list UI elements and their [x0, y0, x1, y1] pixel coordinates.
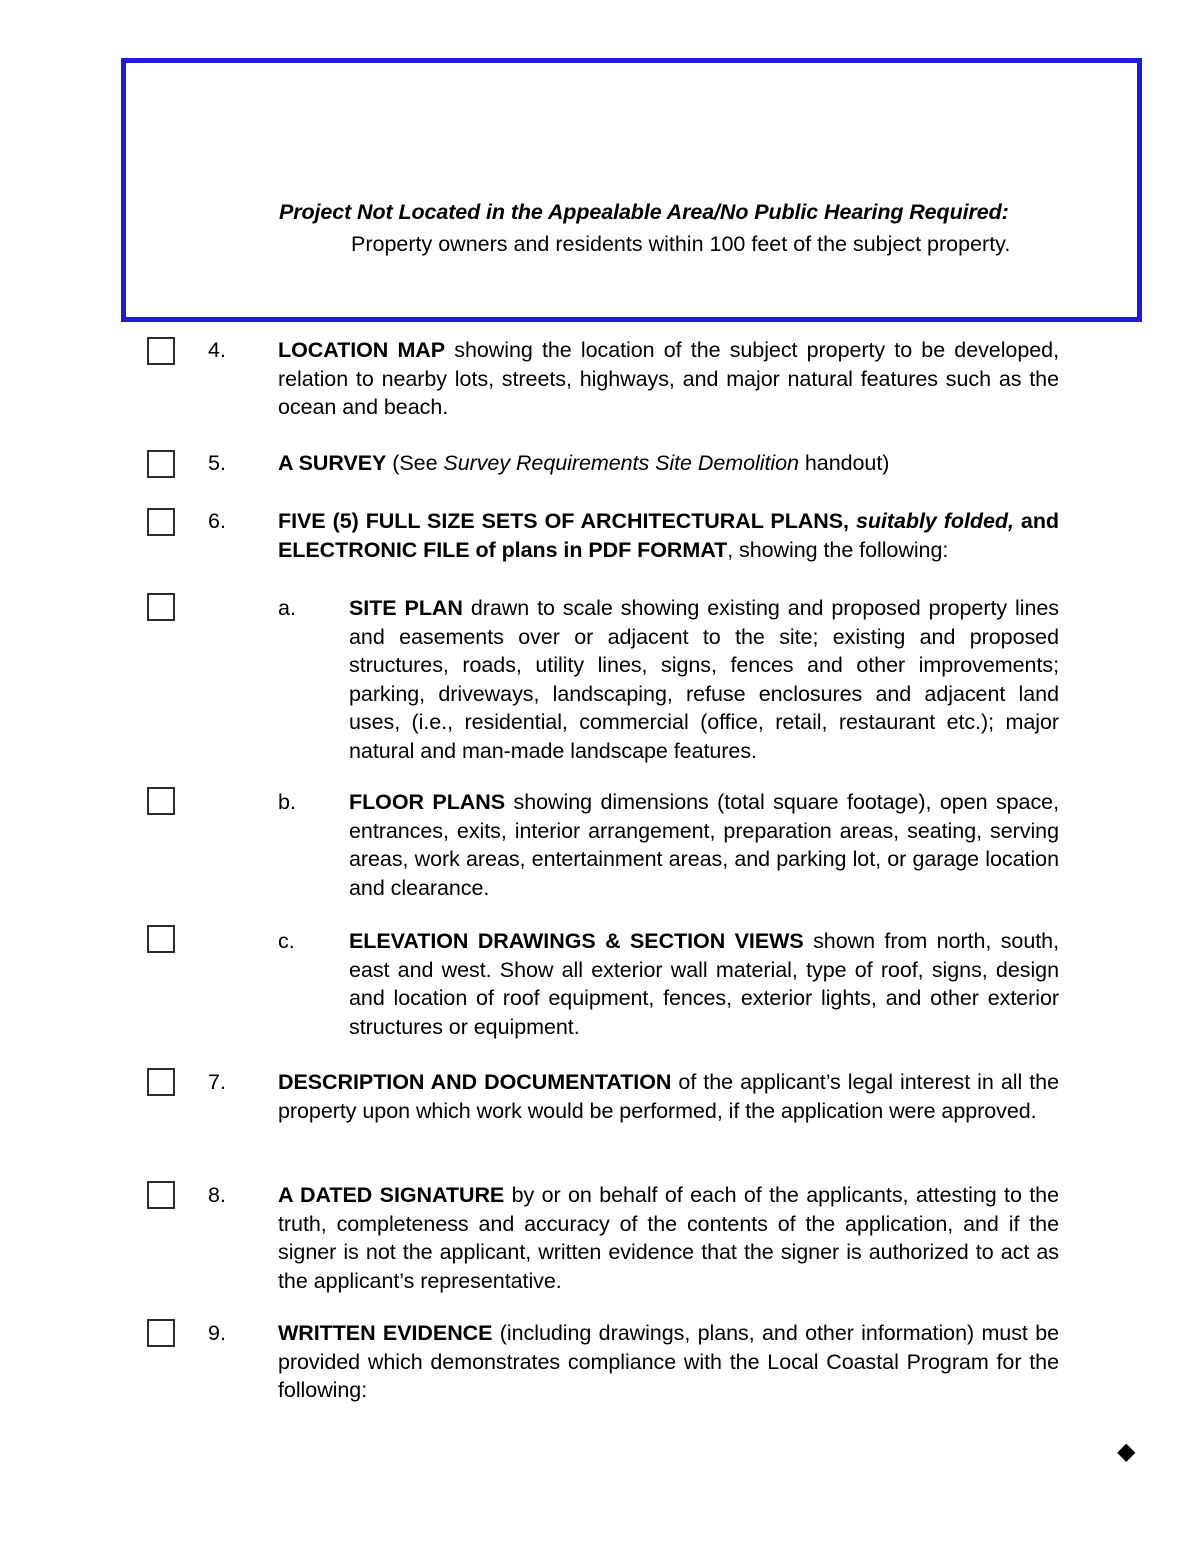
text-item-6a [349, 594, 1059, 765]
checkbox-item-4[interactable] [147, 337, 175, 365]
callout-body-text: Property owners and residents within 100 feet of the subject property. [351, 232, 1011, 256]
body-item-9: (including drawings, plans, and other information) must be provided which demonstrates compliance with the Local Coastal Program for the following: [278, 1321, 1060, 1402]
checkbox-item-8[interactable] [147, 1181, 175, 1209]
checkbox-item-5[interactable] [147, 450, 175, 478]
body-item-6b: showing dimensions (total square footage), open space, entrances, exits, interior arrangement, preparation areas, seating, serving areas, work areas, entertainment areas, and parking lot, or garage location and clearance. [349, 790, 1059, 900]
title-item-6b: FLOOR PLANS [349, 790, 506, 814]
checkbox-item-6a[interactable] [147, 593, 175, 621]
title-item-6-italic: suitably folded, [855, 509, 1014, 533]
marker-item-4: 4. [208, 338, 226, 362]
body-item-5-italic: Survey Requirements Site Demolition [443, 451, 799, 475]
callout-heading: Project Not Located in the Appealable Area/No Public Hearing Required: [279, 200, 1009, 224]
body-item-7: of the applicant’s legal interest in all the property upon which work would be performed, if the application were approved. [278, 1070, 1059, 1123]
body-item-8: by or on behalf of each of the applicants, attesting to the truth, completeness and accuracy of the contents of the application, and if the signer is not the applicant, written evidence that the signer is authorized to act as the applicant’s representative. [278, 1183, 1059, 1293]
text-item-6b [349, 788, 1059, 902]
body-item-6a: drawn to scale showing existing and proposed property lines and easements over or adjacent to the site; existing and proposed structures, roads, utility lines, signs, fences and other improvements; parking, driveways, landscaping, refuse enclosures and adjacent land uses, (i.e., residential, commercial (office, retail, restaurant etc.); major natural and man-made landscape features. [349, 596, 1059, 763]
marker-item-6c: c. [278, 929, 295, 953]
body-item-4: showing the location of the subject property to be developed, relation to nearby lots, streets, highways, and major natural features such as the ocean and beach. [278, 338, 1059, 419]
marker-item-9: 9. [208, 1321, 226, 1345]
title-item-6a: SITE PLAN [349, 596, 463, 620]
checkbox-item-6b[interactable] [147, 787, 175, 815]
text-item-9 [278, 1319, 1059, 1405]
marker-item-6a: a. [278, 596, 296, 620]
text-item-6c [349, 927, 1059, 1041]
text-item-4 [278, 336, 1059, 422]
text-item-6 [278, 507, 1059, 564]
title-item-6-a: FIVE (5) FULL SIZE SETS OF ARCHITECTURAL PLANS, [278, 509, 856, 533]
title-item-8: A DATED SIGNATURE [278, 1183, 505, 1207]
checkbox-item-9[interactable] [147, 1319, 175, 1347]
body-item-5-post: handout) [798, 451, 890, 475]
body-item-6: , showing the following: [727, 537, 949, 562]
title-item-6-b: and ELECTRONIC FILE of plans in PDF FORMAT [278, 509, 1060, 562]
appealable-area-callout [121, 58, 1142, 322]
checkbox-item-6c[interactable] [147, 925, 175, 953]
title-item-5: A SURVEY [278, 451, 387, 475]
marker-item-8: 8. [208, 1183, 226, 1207]
body-item-6c: shown from north, south, east and west. Show all exterior wall material, type of roof, signs, design and location of roof equipment, fences, exterior lights, and other exterior structures or equipment. [349, 929, 1060, 1039]
marker-item-6: 6. [208, 509, 226, 533]
checkbox-item-7[interactable] [147, 1068, 175, 1096]
text-item-8 [278, 1181, 1059, 1295]
title-item-6c: ELEVATION DRAWINGS & SECTION VIEWS [349, 929, 804, 953]
marker-item-6b: b. [278, 790, 296, 814]
body-item-5-pre: (See [386, 451, 444, 475]
text-item-5 [278, 449, 1059, 478]
title-item-9: WRITTEN EVIDENCE [278, 1321, 493, 1345]
title-item-7: DESCRIPTION AND DOCUMENTATION [278, 1070, 672, 1094]
callout-content [279, 197, 1069, 260]
title-item-4: LOCATION MAP [278, 338, 446, 362]
checkbox-item-6[interactable] [147, 508, 175, 536]
marker-item-7: 7. [208, 1070, 226, 1094]
marker-item-5: 5. [208, 451, 226, 475]
text-item-7 [278, 1068, 1059, 1125]
diamond-ornament-icon: ◆ [1117, 1438, 1136, 1465]
